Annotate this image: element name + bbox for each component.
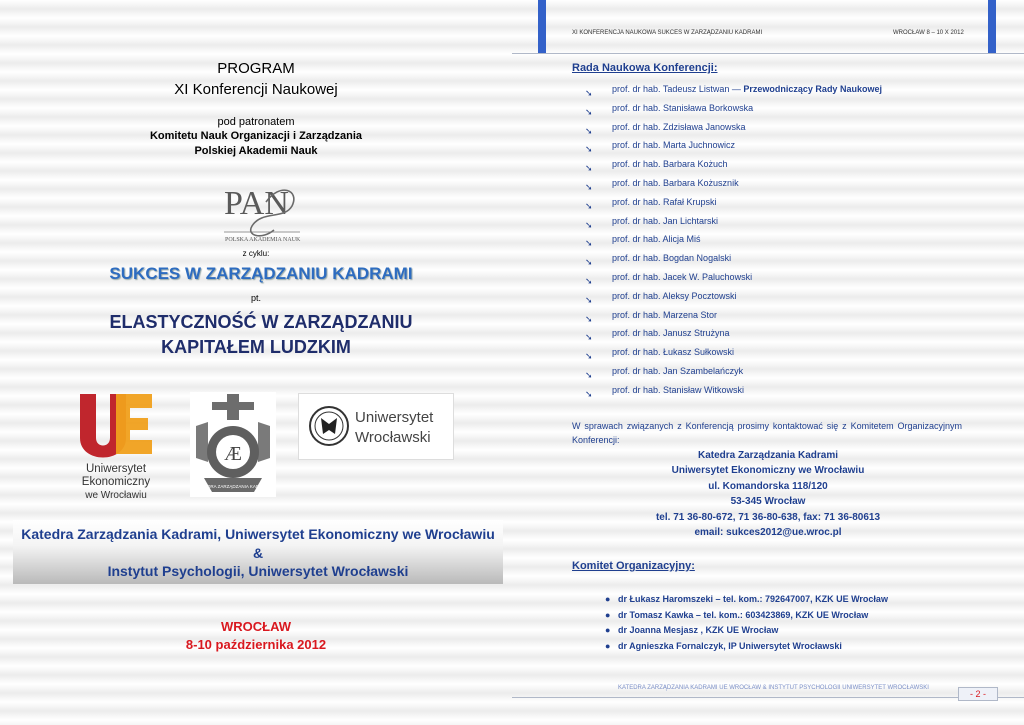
- arrow-bullet-icon: ➘: [585, 332, 593, 343]
- list-item: [585, 193, 1005, 212]
- list-item: [585, 324, 1005, 343]
- member-name: prof. dr hab. Zdzisława Janowska: [612, 121, 746, 132]
- bullet-icon: ●: [605, 594, 611, 604]
- bullet-icon: ●: [605, 640, 611, 651]
- member-name: prof. dr hab. Aleksy Pocztowski: [612, 290, 737, 301]
- uwr-logo: [298, 393, 454, 460]
- member-name: prof. dr hab. Marta Juchnowicz: [612, 140, 736, 151]
- pan-logo: [222, 180, 302, 245]
- committee-title: Komitet Organizacyjny:: [572, 560, 695, 572]
- arrow-bullet-icon: ➘: [585, 144, 593, 155]
- conference-label: XI Konferencji Naukowej: [174, 81, 338, 98]
- arrow-bullet-icon: ➘: [585, 238, 593, 249]
- bullet-icon: ●: [605, 609, 611, 620]
- member-role: Przewodniczący Rady Naukowej: [743, 84, 882, 94]
- header-bar-left: [538, 0, 546, 54]
- arrow-bullet-icon: ➘: [585, 275, 593, 286]
- main-title-line1: ELASTYCZNOŚĆ W ZARZĄDZANIU: [109, 312, 413, 332]
- arrow-bullet-icon: ➘: [585, 125, 593, 136]
- arrow-bullet-icon: ➘: [585, 294, 593, 305]
- pan-logo-text: PAN: [224, 185, 289, 222]
- organizer-ampersand: &: [252, 545, 264, 561]
- address-university: Uniwersytet Ekonomiczny we Wrocławiu: [671, 465, 865, 476]
- list-item: [605, 608, 888, 624]
- list-item: [585, 268, 1005, 287]
- header-rule: [512, 53, 1024, 54]
- list-item: [585, 362, 1005, 381]
- committee-member: dr Agnieszka Fornalczyk, IP Uniwersytet Wrocławski: [618, 640, 842, 651]
- list-item: [585, 99, 1005, 118]
- list-item: [605, 623, 888, 639]
- list-item: [585, 155, 1005, 174]
- arrow-bullet-icon: ➘: [585, 106, 593, 117]
- council-list: [585, 80, 1005, 400]
- patronage-intro: pod patronatem: [217, 116, 295, 128]
- member-name: prof. dr hab. Alicja Miś: [612, 234, 701, 245]
- list-item: [585, 230, 1005, 249]
- ae-logo-text: KATEDRA ZARZĄDZANIA KADRAMI: [195, 484, 271, 489]
- committee-member: dr Tomasz Kawka – tel. kom.: 603423869, KZK UE Wrocław: [618, 609, 869, 620]
- member-name: prof. dr hab. Łukasz Sułkowski: [612, 347, 735, 358]
- arrow-bullet-icon: ➘: [585, 163, 593, 174]
- list-item: [605, 639, 888, 655]
- arrow-bullet-icon: ➘: [585, 200, 593, 211]
- arrow-bullet-icon: ➘: [585, 88, 593, 98]
- series-title: SUKCES W ZARZĄDZANIU KADRAMI: [109, 264, 413, 283]
- arrow-bullet-icon: ➘: [585, 257, 593, 268]
- member-name: prof. dr hab. Janusz Strużyna: [612, 328, 730, 339]
- arrow-bullet-icon: ➘: [585, 351, 593, 362]
- list-item: [585, 136, 1005, 155]
- list-item: [585, 80, 1005, 99]
- member-name: prof. dr hab. Tadeusz Listwan —: [612, 84, 744, 94]
- arrow-bullet-icon: ➘: [585, 181, 593, 192]
- arrow-bullet-icon: ➘: [585, 369, 593, 380]
- contact-paragraph: W sprawach związanych z Konferencją prosimy kontaktować się z Komitetem Organizacyjnym Konferencji:: [572, 421, 962, 445]
- list-item: [585, 287, 1005, 306]
- pan-logo-subtext: POLSKA AKADEMIA NAUK: [225, 237, 301, 243]
- ae-logo: [190, 392, 276, 497]
- committee-list: [605, 592, 888, 654]
- uwr-logo-line1: Uniwersytet: [355, 409, 434, 426]
- member-name: prof. dr hab. Jan Lichtarski: [612, 215, 719, 226]
- list-item: [585, 381, 1005, 400]
- main-title-line2: KAPITAŁEM LUDZKIM: [161, 337, 351, 357]
- council-title: Rada Naukowa Konferencji:: [572, 62, 718, 74]
- ue-logo-line3: we Wrocławiu: [85, 490, 147, 501]
- running-footer: KATEDRA ZARZĄDZANIA KADRAMI UE WROCŁAW & INSTYTUT PSYCHOLOGII UNIWERSYTET WROCŁAWSKI: [618, 685, 929, 691]
- pt-label: pt.: [250, 293, 261, 303]
- member-name: prof. dr hab. Barbara Kożusznik: [612, 177, 739, 188]
- address-street: ul. Komandorska 118/120: [708, 481, 828, 492]
- event-dates: 8-10 października 2012: [185, 637, 327, 652]
- list-item: [585, 249, 1005, 268]
- member-name: prof. dr hab. Bogdan Nogalski: [612, 253, 732, 264]
- uwr-logo-line2: Wrocławski: [355, 429, 431, 446]
- address-phone: tel. 71 36-80-672, 71 36-80-638, fax: 71 36-80613: [655, 512, 881, 523]
- arrow-bullet-icon: ➘: [585, 388, 593, 399]
- running-header-date: WROCŁAW 8 – 10 X 2012: [893, 30, 964, 36]
- member-name: prof. dr hab. Stanisława Borkowska: [612, 102, 754, 113]
- page-number: - 2 -: [958, 687, 998, 701]
- member-name: prof. dr hab. Marzena Stor: [612, 309, 718, 320]
- organizer-1: Katedra Zarządzania Kadrami, Uniwersytet Ekonomiczny we Wrocławiu: [21, 526, 495, 542]
- list-item: [585, 212, 1005, 231]
- patronage-committee: Komitetu Nauk Organizacji i Zarządzania: [149, 130, 363, 142]
- event-city: WROCŁAW: [220, 619, 292, 634]
- svg-text:Æ: Æ: [224, 443, 242, 465]
- patronage-academy: Polskiej Akademii Nauk: [194, 145, 318, 157]
- arrow-bullet-icon: ➘: [585, 219, 593, 230]
- list-item: [585, 343, 1005, 362]
- arrow-bullet-icon: ➘: [585, 313, 593, 324]
- committee-member: dr Łukasz Haromszeki – tel. kom.: 792647007, KZK UE Wrocław: [618, 594, 888, 604]
- running-header-title: XI KONFERENCJA NAUKOWA SUKCES W ZARZĄDZANIU KADRAMI: [572, 30, 763, 36]
- member-name: prof. dr hab. Barbara Kożuch: [612, 159, 728, 170]
- member-name: prof. dr hab. Stanisław Witkowski: [612, 384, 745, 395]
- series-label: z cyklu:: [242, 249, 270, 258]
- member-name: prof. dr hab. Jan Szambelańczyk: [612, 365, 744, 376]
- address-postal: 53-345 Wrocław: [730, 496, 806, 507]
- footer-rule: [512, 697, 1024, 698]
- ue-logo-line2: Ekonomiczny: [81, 476, 151, 488]
- ue-logo: [76, 392, 156, 502]
- list-item: [605, 592, 888, 608]
- committee-member: dr Joanna Mesjasz , KZK UE Wrocław: [618, 625, 779, 635]
- header-bar-right: [988, 0, 996, 54]
- program-label: PROGRAM: [217, 60, 295, 77]
- organizer-2: Instytut Psychologii, Uniwersytet Wrocławski: [107, 563, 409, 579]
- address-email[interactable]: email: sukces2012@ue.wroc.pl: [694, 527, 842, 538]
- list-item: [585, 306, 1005, 325]
- member-name: prof. dr hab. Rafał Krupski: [612, 196, 717, 207]
- list-item: [585, 174, 1005, 193]
- member-name: prof. dr hab. Jacek W. Paluchowski: [612, 271, 753, 282]
- address-department: Katedra Zarządzania Kadrami: [697, 450, 839, 461]
- list-item: [585, 118, 1005, 137]
- bullet-icon: ●: [605, 625, 611, 635]
- ue-logo-line1: Uniwersytet: [85, 463, 147, 475]
